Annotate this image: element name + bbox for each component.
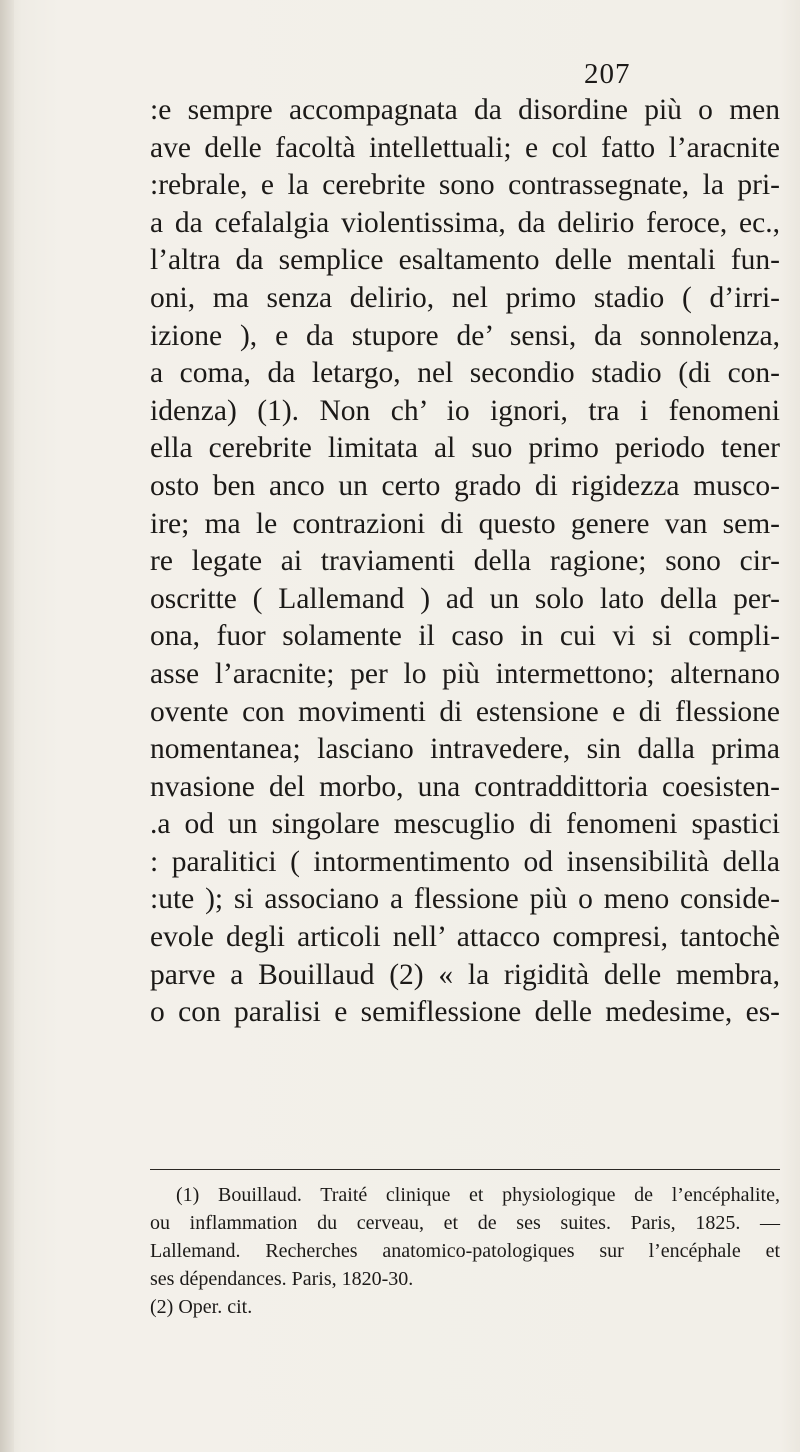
page-gutter-shadow xyxy=(0,0,14,1452)
text-line: oni, ma senza delirio, nel primo stadio ( d’irri- xyxy=(150,281,780,314)
text-line: :e sempre accompagnata da disordine più o men xyxy=(150,94,780,126)
text-line: asse l’aracnite; per lo più intermettono; alternano xyxy=(150,657,780,690)
text-line: ona, fuor solamente il caso in cui vi si compli- xyxy=(150,620,780,653)
text-line: nomentanea; lasciano intravedere, sin dalla prima xyxy=(150,733,780,766)
text-line: re legate ai traviamenti della ragione; sono cir- xyxy=(150,545,780,578)
footnote-line: (1) Bouillaud. Traité clinique et physiologique de l’encéphalite, xyxy=(176,1184,780,1206)
footnote-line: (2) Oper. cit. xyxy=(150,1296,253,1318)
text-line: :ute ); si associano a flessione più o meno conside- xyxy=(150,883,780,916)
text-line: evole degli articoli nell’ attacco compresi, tantochè xyxy=(150,921,780,954)
text-line: : paralitici ( intormentimento od insensibilità della xyxy=(150,845,780,878)
footnotes xyxy=(150,1181,780,1321)
text-line: ella cerebrite limitata al suo primo periodo tener xyxy=(150,432,780,465)
text-line: a coma, da letargo, nel secondio stadio (di con- xyxy=(150,357,780,390)
text-line: idenza) (1). Non ch’ io ignori, tra i fenomeni xyxy=(150,394,780,427)
text-line: osto ben anco un certo grado di rigidezza musco- xyxy=(150,469,780,502)
footnote-separator xyxy=(150,1169,780,1170)
text-line: :rebrale, e la cerebrite sono contrassegnate, la pri- xyxy=(150,169,780,202)
text-line: izione ), e da stupore de’ sensi, da sonnolenza, xyxy=(150,319,780,352)
footnote-line: ses dépendances. Paris, 1820-30. xyxy=(150,1268,414,1290)
text-line: ave delle facoltà intellettuali; e col fatto l’aracnite xyxy=(150,131,780,164)
footnote-line: Lallemand. Recherches anatomico-patologiques sur l’encéphale et xyxy=(150,1240,780,1262)
body-text xyxy=(150,92,780,1032)
text-line: ire; ma le contrazioni di questo genere van sem- xyxy=(150,507,780,540)
text-line: a da cefalalgia violentissima, da delirio feroce, ec., xyxy=(150,206,780,239)
page-number: 207 xyxy=(584,58,631,90)
text-line: ovente con movimenti di estensione e di flessione xyxy=(150,695,780,728)
footnote-line: ou inflammation du cerveau, et de ses suites. Paris, 1825. — xyxy=(150,1212,780,1234)
text-line: l’altra da semplice esaltamento delle mentali fun- xyxy=(150,244,780,277)
text-line: o con paralisi e semiflessione delle medesime, es- xyxy=(150,996,780,1029)
text-line: .a od un singolare mescuglio di fenomeni spastici xyxy=(150,808,780,841)
text-line: parve a Bouillaud (2) « la rigidità delle membra, xyxy=(150,958,780,991)
text-line: oscritte ( Lallemand ) ad un solo lato della per- xyxy=(150,582,780,615)
text-line: nvasione del morbo, una contraddittoria coesisten- xyxy=(150,770,780,803)
